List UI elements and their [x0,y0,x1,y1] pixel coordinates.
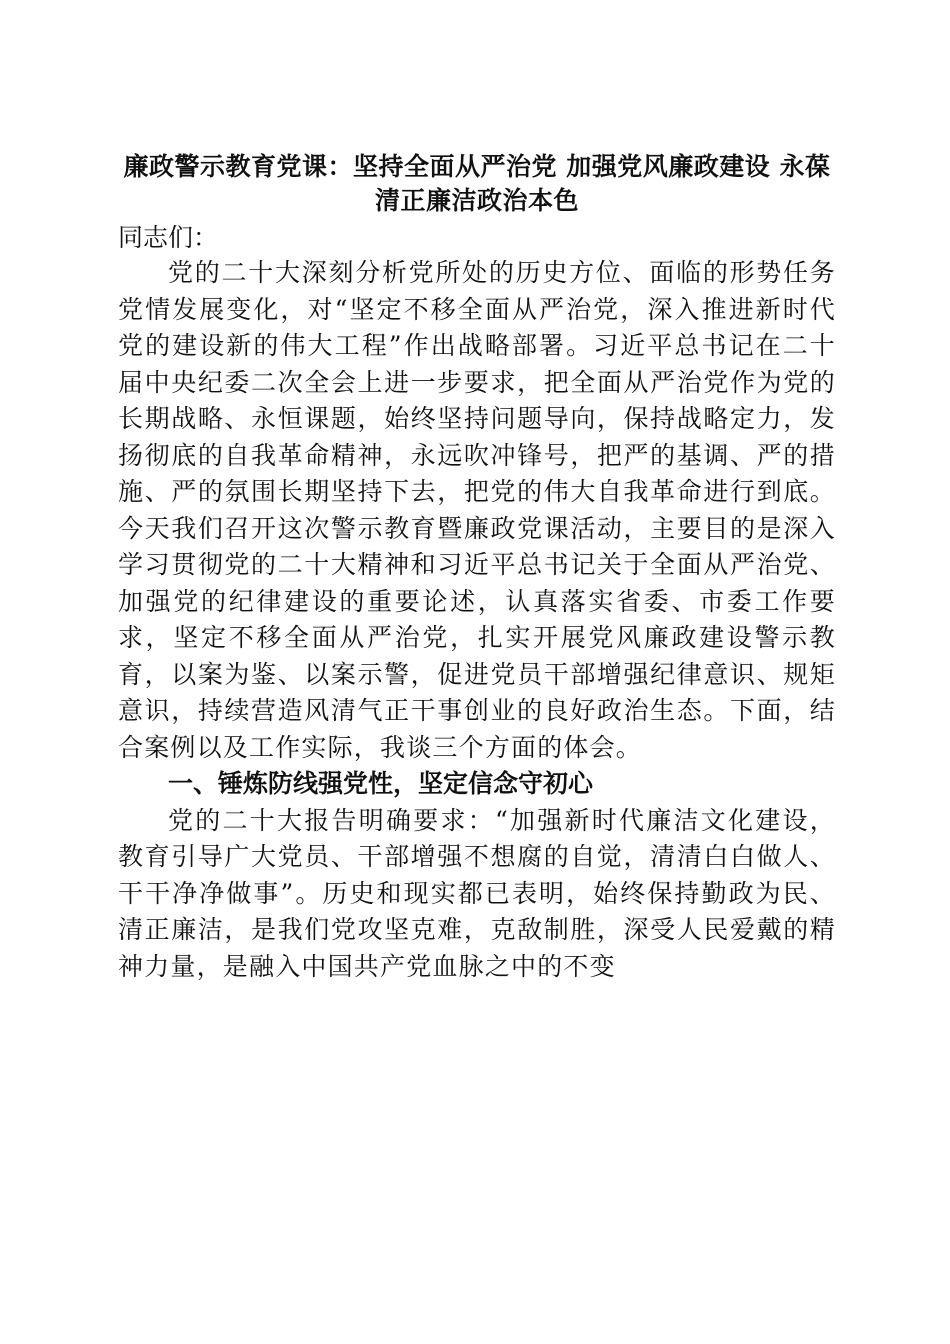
document-title: 廉政警示教育党课：坚持全面从严治党 加强党风廉政建设 永葆清正廉洁政治本色 [123,152,831,215]
section-heading: 一、锤炼防线强党性，坚定信念守初心 [168,769,594,798]
document-page [118,150,836,985]
salutation: 同志们： [118,223,219,252]
section-paragraph: 党的二十大报告明确要求：“加强新时代廉洁文化建设，教育引导广大党员、干部增强不想腐的自觉，清清白白做人、干干净净做事”。历史和现实都已表明，始终保持勤政为民、清正廉洁，是我们党攻坚克难，克敌制胜，深受人民爱戴的精神力量，是融入中国共产党血脉之中的不变 [118,805,836,981]
body-paragraph: 党的二十大深刻分析党所处的历史方位、面临的形势任务党情发展变化，对“坚定不移全面从严治党，深入推进新时代党的建设新的伟大工程”作出战略部署。习近平总书记在二十届中央纪委二次全会上进一步要求，把全面从严治党作为党的长期战略、永恒课题，始终坚持问题导向，保持战略定力，发扬彻底的自我革命精神，永远吹冲锋号，把严的基调、严的措施、严的氛围长期坚持下去，把党的伟大自我革命进行到底。今天我们召开这次警示教育暨廉政党课活动，主要目的是深入学习贯彻党的二十大精神和习近平总书记关于全面从严治党、加强党的纪律建设的重要论述，认真落实省委、市委工作要求，坚定不移全面从严治党，扎实开展党风廉政建设警示教育，以案为鉴、以案示警，促进党员干部增强纪律意识、规矩意识，持续营造风清气正干事创业的良好政治生态。下面，结合案例以及工作实际，我谈三个方面的体会。 [118,258,836,762]
